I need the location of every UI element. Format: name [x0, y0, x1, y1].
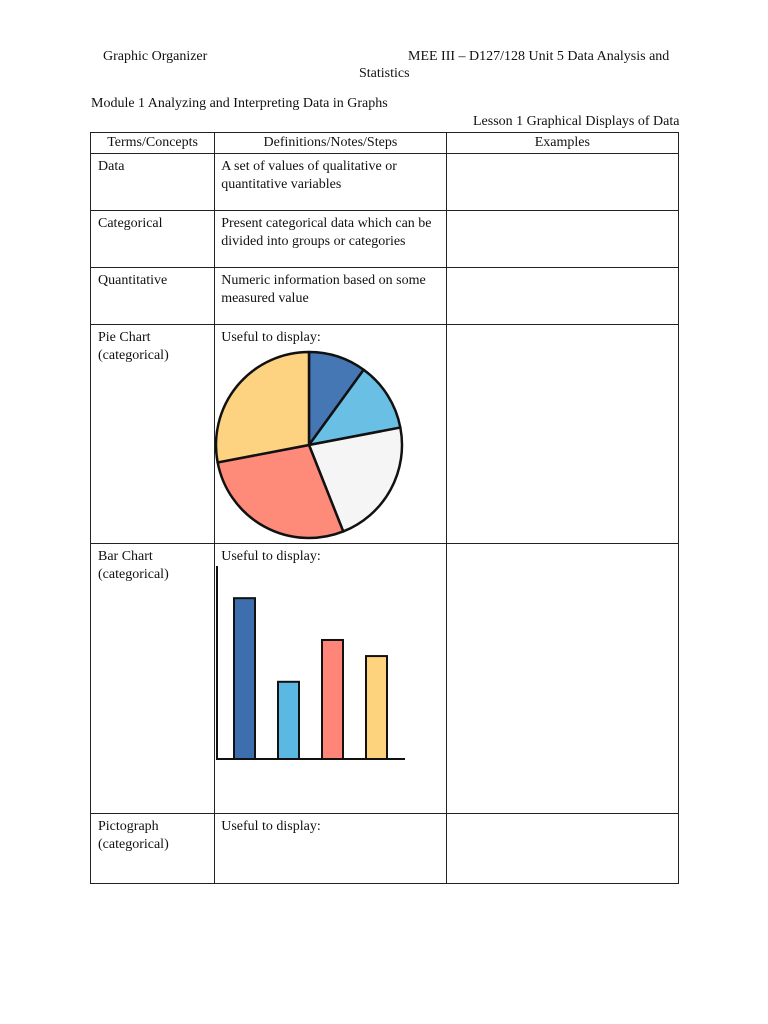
table-row — [91, 268, 679, 325]
header-left-title: Graphic Organizer — [103, 49, 208, 64]
table-header-row — [91, 133, 679, 154]
bar — [322, 640, 343, 759]
header-right-title-line1: MEE III – D127/128 Unit 5 Data Analysis and — [408, 49, 670, 64]
example-cell[interactable] — [447, 268, 678, 272]
column-header-definitions: Definitions/Notes/Steps — [215, 133, 446, 154]
example-cell[interactable] — [447, 325, 678, 329]
example-cell[interactable] — [447, 544, 678, 548]
definition-cell: Useful to display: — [221, 549, 321, 564]
column-header-examples: Examples — [446, 133, 678, 154]
definition-cell: Numeric information based on some measured value — [221, 273, 426, 306]
term-cell: Bar Chart (categorical) — [98, 549, 169, 582]
definition-cell: Present categorical data which can be divided into groups or categories — [221, 216, 432, 249]
table-row — [91, 814, 679, 884]
graphic-organizer-table — [90, 132, 679, 884]
bar — [278, 682, 299, 759]
table-row — [91, 325, 679, 544]
term-cell: Data — [98, 159, 125, 174]
definition-cell: A set of values of qualitative or quantitative variables — [221, 159, 397, 192]
column-header-terms: Terms/Concepts — [91, 133, 215, 154]
bar — [366, 656, 387, 759]
term-cell: Categorical — [98, 216, 163, 231]
definition-cell: Useful to display: — [221, 330, 321, 345]
lesson-title: Lesson 1 Graphical Displays of Data — [473, 114, 680, 129]
term-cell: Quantitative — [98, 273, 168, 288]
bar-chart — [215, 566, 445, 812]
term-cell: Pictograph (categorical) — [98, 819, 169, 852]
table-row — [91, 154, 679, 211]
definition-cell: Useful to display: — [221, 819, 321, 834]
pie-chart — [215, 347, 445, 543]
example-cell[interactable] — [447, 211, 678, 215]
module-title: Module 1 Analyzing and Interpreting Data in Graphs — [91, 96, 388, 111]
example-cell[interactable] — [447, 154, 678, 158]
header-right-title-line2: Statistics — [359, 66, 410, 81]
table-row — [91, 211, 679, 268]
bar — [234, 598, 255, 759]
pie-slice — [216, 352, 309, 462]
term-cell: Pie Chart (categorical) — [98, 330, 169, 363]
table-row — [91, 544, 679, 814]
example-cell[interactable] — [447, 814, 678, 818]
